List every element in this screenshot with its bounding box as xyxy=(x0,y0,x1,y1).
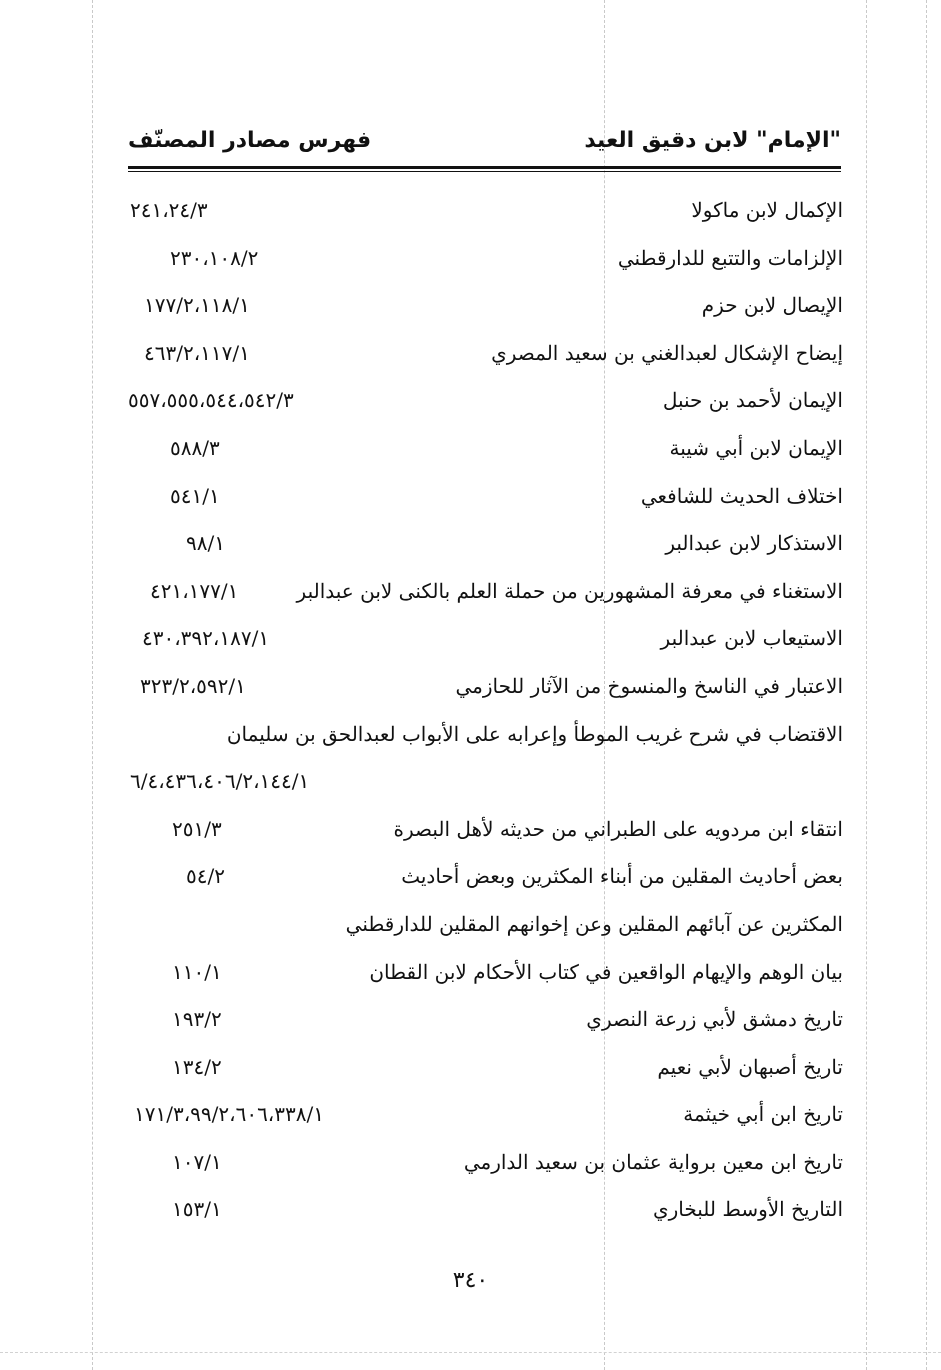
entry-reference: ١٠٧/١ xyxy=(172,1149,222,1174)
index-entry xyxy=(120,384,843,432)
index-entry xyxy=(120,432,843,480)
entry-reference: ٥٤/٢ xyxy=(186,864,225,889)
entry-reference: ٢٣٠،١٠٨/٢ xyxy=(170,245,259,270)
page-number: ٣٤٠ xyxy=(452,1268,489,1293)
entry-reference: ٢٥١/٣ xyxy=(172,816,222,841)
index-entry xyxy=(120,1146,843,1194)
entry-title: بيان الوهم والإيهام الواقعين في كتاب الأحكام لابن القطان xyxy=(369,959,843,984)
entry-title: المكثرين عن آبائهم المقلين وعن إخوانهم المقلين للدارقطني xyxy=(345,911,843,936)
scan-guide-line xyxy=(92,0,93,1370)
entry-title: الاستيعاب لابن عبدالبر xyxy=(660,626,843,651)
index-entry xyxy=(120,622,843,670)
entry-reference: ٤٦٣/٢،١١٧/١ xyxy=(144,340,250,365)
entry-title: الاستذكار لابن عبدالبر xyxy=(665,531,843,556)
index-entry xyxy=(120,480,843,528)
index-entry xyxy=(120,1003,843,1051)
header-rule-thin xyxy=(128,171,841,172)
index-entry xyxy=(120,860,843,908)
index-entry xyxy=(120,670,843,718)
entry-title: الاستغناء في معرفة المشهورين من حملة العلم بالكنى لابن عبدالبر xyxy=(296,578,843,603)
entry-title: إيضاح الإشكال لعبدالغني بن سعيد المصري xyxy=(491,340,843,365)
entry-reference: ٢٤١،٢٤/٣ xyxy=(130,198,208,222)
index-entry xyxy=(120,1098,843,1146)
header-rule xyxy=(128,166,841,169)
header-section-title: فهرس مصادر المصنّف xyxy=(128,128,372,153)
entry-title: الإيصال لابن حزم xyxy=(701,293,843,318)
entry-title: الإيمان لابن أبي شيبة xyxy=(669,435,843,460)
index-entry xyxy=(120,242,843,290)
entry-reference: ٤٢١،١٧٧/١ xyxy=(150,578,239,603)
entry-title: الإكمال لابن ماكولا xyxy=(691,198,843,222)
index-entry xyxy=(120,527,843,575)
entry-title: التاريخ الأوسط للبخاري xyxy=(652,1197,843,1222)
entry-reference: ٤٣٠،٣٩٢،١٨٧/١ xyxy=(142,626,270,651)
entry-reference: ٦/٤،٤٣٦،٤٠٦/٢،١٤٤/١ xyxy=(130,769,310,794)
index-entry-continuation xyxy=(120,765,843,813)
entry-title: تاريخ ابن أبي خيثمة xyxy=(683,1102,843,1127)
entry-title: بعض أحاديث المقلين من أبناء المكثرين وبعض أحاديث xyxy=(401,864,843,889)
index-entry xyxy=(120,718,843,766)
entry-reference: ١١٠/١ xyxy=(172,959,222,984)
entry-reference: ١٥٣/١ xyxy=(172,1197,222,1222)
sources-index-list xyxy=(120,194,843,1241)
entry-title: تاريخ ابن معين برواية عثمان بن سعيد الدارمي xyxy=(463,1149,843,1174)
index-entry xyxy=(120,813,843,861)
entry-reference: ١٣٤/٢ xyxy=(172,1054,222,1079)
entry-reference: ٥٨٨/٣ xyxy=(170,435,220,460)
entry-title: اختلاف الحديث للشافعي xyxy=(640,483,843,508)
entry-reference: ٥٥٧،٥٥٥،٥٤٤،٥٤٢/٣ xyxy=(128,388,294,413)
entry-reference: ٥٤١/١ xyxy=(170,483,220,508)
entry-reference: ١٩٣/٢ xyxy=(172,1007,222,1032)
entry-reference: ١٧٧/٢،١١٨/١ xyxy=(144,293,250,318)
entry-title: الاقتضاب في شرح غريب الموطأ وإعرابه على الأبواب لعبدالحق بن سليمان xyxy=(226,721,843,746)
index-entry xyxy=(120,289,843,337)
entry-title: الإيمان لأحمد بن حنبل xyxy=(662,388,843,413)
index-entry-continuation xyxy=(120,908,843,956)
scan-guide-line xyxy=(0,1352,941,1353)
scan-guide-line xyxy=(926,0,927,1370)
index-entry xyxy=(120,575,843,623)
entry-title: الإلزامات والتتبع للدارقطني xyxy=(617,245,843,270)
entry-reference: ١٧١/٣،٩٩/٢،٦٠٦،٣٣٨/١ xyxy=(134,1102,324,1127)
entry-title: تاريخ أصبهان لأبي نعيم xyxy=(657,1054,843,1079)
entry-title: تاريخ دمشق لأبي زرعة النصري xyxy=(586,1007,843,1032)
entry-reference: ٣٢٣/٢،٥٩٢/١ xyxy=(140,673,246,698)
index-entry xyxy=(120,194,843,242)
entry-reference: ٩٨/١ xyxy=(186,531,225,556)
index-entry xyxy=(120,337,843,385)
entry-title: انتقاء ابن مردويه على الطبراني من حديثه لأهل البصرة xyxy=(393,816,843,841)
scan-guide-line xyxy=(866,0,867,1370)
running-header xyxy=(128,128,841,160)
index-entry xyxy=(120,1051,843,1099)
index-entry xyxy=(120,956,843,1004)
index-entry xyxy=(120,1193,843,1241)
entry-title: الاعتبار في الناسخ والمنسوخ من الآثار للحازمي xyxy=(455,673,843,698)
header-book-title: "الإمام" لابن دقيق العيد xyxy=(584,128,841,153)
